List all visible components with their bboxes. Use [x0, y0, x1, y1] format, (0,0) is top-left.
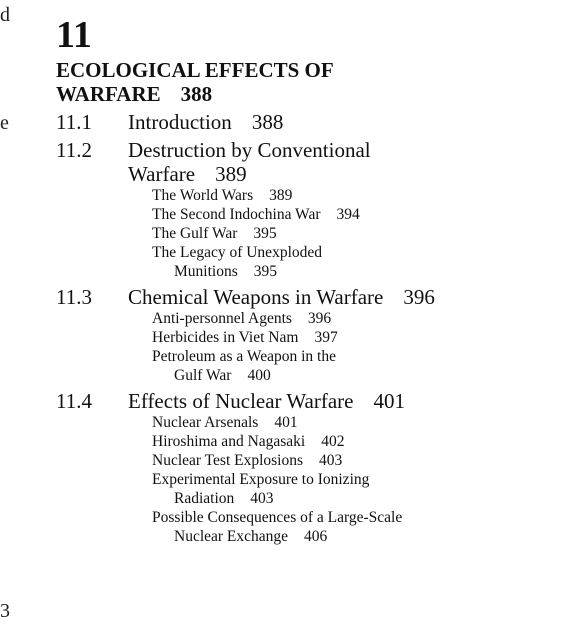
subsection-title-continued [152, 262, 566, 281]
subsection-list [152, 309, 566, 385]
section-title-text: Destruction by Conventional [128, 138, 371, 162]
subsection-title: Nuclear Arsenals [152, 414, 259, 431]
subsection-title: Possible Consequences of a Large-Scale [152, 509, 403, 526]
subsection-page-number: 394 [336, 206, 360, 223]
subsection-page-number: 400 [247, 367, 271, 384]
subsection-page-number: 397 [314, 329, 338, 346]
chapter-title-line: WARFARE [56, 82, 161, 106]
subsection-entry [152, 309, 566, 328]
edge-fragment: e [0, 112, 9, 134]
subsection-entry [152, 413, 566, 432]
subsection-page-number: 396 [307, 310, 332, 327]
subsection-page-number: 402 [321, 433, 345, 450]
subsection-entry [152, 508, 566, 546]
subsection-entry [152, 224, 566, 243]
chapter-title-line: ECOLOGICAL EFFECTS OF [56, 58, 334, 82]
subsection-page-number: 403 [250, 490, 274, 507]
subsection-title: Nuclear Test Explosions [152, 452, 304, 469]
subsection-entry [152, 470, 566, 508]
table-of-contents [56, 16, 566, 546]
section-title-text: Introduction [128, 110, 232, 134]
subsection-title-continued [152, 527, 566, 546]
subsection-entry [152, 347, 566, 385]
section-entry [56, 138, 566, 186]
subsection-title: Herbicides in Viet Nam [152, 329, 299, 346]
subsection-title-text: Gulf War [174, 367, 232, 384]
section-title-text: Chemical Weapons in Warfare [128, 285, 384, 309]
section-entry [56, 389, 566, 413]
section-number: 11.1 [56, 110, 92, 134]
subsection-page-number: 403 [319, 452, 343, 469]
section-page-number: 388 [251, 110, 284, 134]
section-title [128, 110, 566, 134]
subsection-entry [152, 186, 566, 205]
subsection-title: The Legacy of Unexploded [152, 244, 323, 261]
subsection-title: The Second Indochina War [152, 206, 321, 223]
subsection-entry [152, 451, 566, 470]
subsection-list [152, 186, 566, 281]
subsection-entry [152, 328, 566, 347]
section-page-number: 401 [373, 389, 405, 413]
subsection-title: Experimental Exposure to Ionizing [152, 471, 370, 488]
subsection-title-continued [152, 366, 566, 385]
subsection-entry [152, 205, 566, 224]
section-list [56, 110, 566, 546]
section-page-number: 396 [403, 285, 435, 309]
section-number: 11.3 [56, 285, 92, 309]
section-page-number: 389 [215, 162, 247, 186]
edge-fragment: d [0, 4, 10, 26]
subsection-entry [152, 432, 566, 451]
subsection-list [152, 413, 566, 546]
subsection-page-number: 401 [274, 414, 298, 431]
chapter-page-number: 388 [180, 82, 213, 106]
chapter-number: 11 [56, 14, 92, 56]
section-number: 11.4 [56, 389, 92, 413]
section-title-text: Warfare [128, 162, 196, 186]
subsection-title: Hiroshima and Nagasaki [152, 433, 306, 450]
subsection-title: Anti-personnel Agents [152, 310, 292, 327]
subsection-title: The World Wars [152, 187, 254, 204]
subsection-title-text: Radiation [174, 490, 235, 507]
section-title-text: Effects of Nuclear Warfare [128, 389, 354, 413]
subsection-page-number: 395 [253, 225, 277, 242]
subsection-title-continued [152, 489, 566, 508]
subsection-page-number: 406 [304, 528, 328, 545]
subsection-title: Petroleum as a Weapon in the [152, 348, 336, 365]
section-title [128, 389, 566, 413]
subsection-entry [152, 243, 566, 281]
subsection-title: The Gulf War [152, 225, 238, 242]
section-number: 11.2 [56, 138, 92, 162]
section-entry [56, 285, 566, 309]
chapter-title [56, 58, 566, 106]
subsection-title-text: Nuclear Exchange [174, 528, 289, 545]
section-title [128, 138, 566, 186]
subsection-page-number: 395 [253, 263, 277, 280]
edge-fragment: 3 [0, 600, 10, 622]
subsection-title-text: Munitions [174, 263, 238, 280]
section-entry [56, 110, 566, 134]
subsection-page-number: 389 [269, 187, 293, 204]
section-title [128, 285, 566, 309]
